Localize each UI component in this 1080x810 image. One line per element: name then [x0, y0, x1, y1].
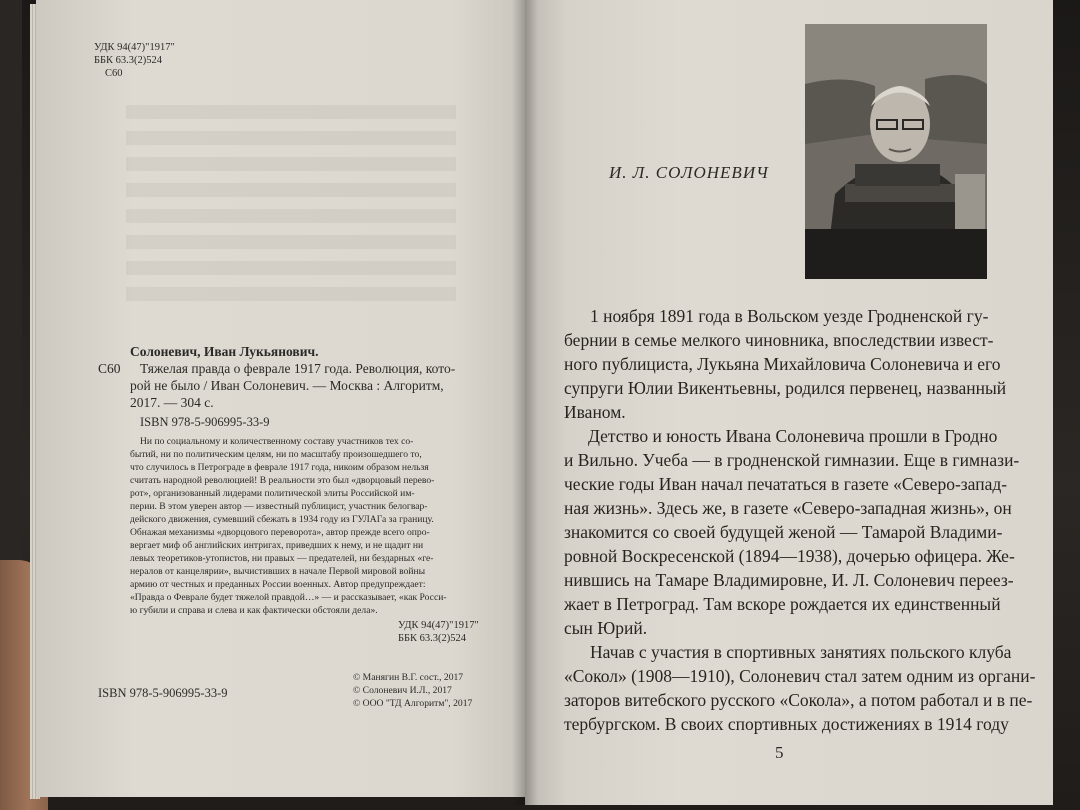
body-line: ного публициста, Лукьяна Михайловича Солоневича и его [564, 354, 1001, 374]
author-name: И. Л. СОЛОНЕВИЧ [609, 163, 769, 182]
description-line: 2017. — 304 с. [130, 395, 214, 410]
body-line: Начав с участия в спортивных занятиях польского клуба [590, 642, 1012, 662]
body-line: нившись на Тамаре Владимировне, И. Л. Солоневич переез- [564, 570, 1014, 590]
body-line: Детство и юность Ивана Солоневича прошли в Гродно [588, 426, 998, 446]
body-line: тербургском. В своих спортивных достижениях в 1914 году [564, 714, 1009, 734]
entry-isbn: ISBN 978-5-906995-33-9 [140, 415, 270, 429]
annotation-line: армию от честных и преданных России военных. Автор предупреждает: [130, 579, 426, 590]
description-line: Тяжелая правда о феврале 1917 года. Революция, кото- [140, 361, 456, 376]
annotation-line: ю губили и справа и слева и как фактически обстояли дела». [130, 605, 378, 616]
bbk-bottom: ББК 63.3(2)524 [398, 633, 467, 644]
code-top: С60 [105, 68, 123, 79]
author-portrait [805, 24, 987, 279]
body-line: заторов витебского русского «Сокола», а потом работал и в пе- [564, 690, 1033, 710]
author-heading: Солоневич, Иван Лукьянович. [130, 344, 319, 359]
body-line: «Сокол» (1908—1910), Солоневич стал затем одним из органи- [564, 666, 1036, 686]
left-page [36, 0, 525, 797]
description-line: рой не было / Иван Солоневич. — Москва : Алгоритм, [130, 378, 444, 393]
body-line: бернии в семье мелкого чиновника, впоследствии извест- [564, 330, 994, 350]
body-line: 1 ноября 1891 года в Вольском уезде Гродненской гу- [590, 306, 989, 326]
body-line: сын Юрий. [564, 618, 648, 638]
annotation-line: «Правда о Феврале будет тяжелой правдой…» — и рассказывает, «как Росси- [130, 592, 447, 603]
annotation-line: нералов от канцелярии», вычистивших в начале Первой мировой войны [130, 566, 426, 577]
isbn-footer: ISBN 978-5-906995-33-9 [98, 686, 228, 700]
annotation-line: вергает миф об английских интригах, приведших к нему, и не щадит ни [130, 540, 424, 551]
body-line: ная жизнь». Здесь же, в газете «Северо-западная жизнь», он [564, 498, 1012, 518]
annotation-line: что случилось в Петрограде в феврале 1917 года, никоим образом нельзя [130, 462, 429, 473]
portrait-drawing [805, 24, 987, 279]
page-number: 5 [775, 743, 784, 762]
annotation-line: дейского движения, сумевший сбежать в 1934 году из ГУЛАГа за границу. [130, 514, 434, 525]
annotation-line: левых теоретиков-утопистов, ни правых — предателей, ни бездарных «ге- [130, 553, 434, 564]
bbk-top: ББК 63.3(2)524 [94, 55, 163, 66]
udk-bottom: УДК 94(47)"1917" [398, 620, 479, 631]
annotation-line: Ни по социальному и количественному составу участников тех со- [140, 436, 414, 447]
annotation-line: Обнажая механизмы «дворцового переворота», автор прежде всего опро- [130, 527, 430, 538]
body-line: знакомится со своей будущей женой — Тамарой Владими- [564, 522, 1003, 542]
udk-top: УДК 94(47)"1917" [94, 42, 175, 53]
book-gutter-shadow [512, 0, 538, 805]
annotation-line: перии. В этом уверен автор — известный публицист, участник белогвар- [130, 501, 428, 512]
body-line: жает в Петроград. Там вскоре рождается их единственный [564, 594, 1001, 614]
copyright-line: © ООО "ТД Алгоритм", 2017 [353, 698, 473, 709]
annotation-line: рот», организованный лидерами политической элиты Российской им- [130, 488, 415, 499]
body-line: и Вильно. Учеба — в гродненской гимназии. Еще в гимнази- [564, 450, 1020, 470]
body-line: Иваном. [564, 402, 626, 422]
annotation-line: считать народной революцией! В реальности это был «дворцовый перево- [130, 475, 435, 486]
copyright-line: © Манягин В.Г. сост., 2017 [353, 672, 464, 683]
body-line: ческие годы Иван начал печататься в газете «Северо-запад- [564, 474, 1008, 494]
show-through-text [126, 105, 456, 305]
body-line: ровной Воскресенской (1894—1938), дочерью офицера. Же- [564, 546, 1015, 566]
copyright-line: © Солоневич И.Л., 2017 [353, 685, 452, 696]
body-line: супруги Юлии Викентьевны, родился первенец, названный [564, 378, 1007, 398]
annotation-line: бытий, ни по политическим целям, ни по масштабу произошедшего то, [130, 449, 422, 460]
entry-code: С60 [98, 361, 121, 376]
